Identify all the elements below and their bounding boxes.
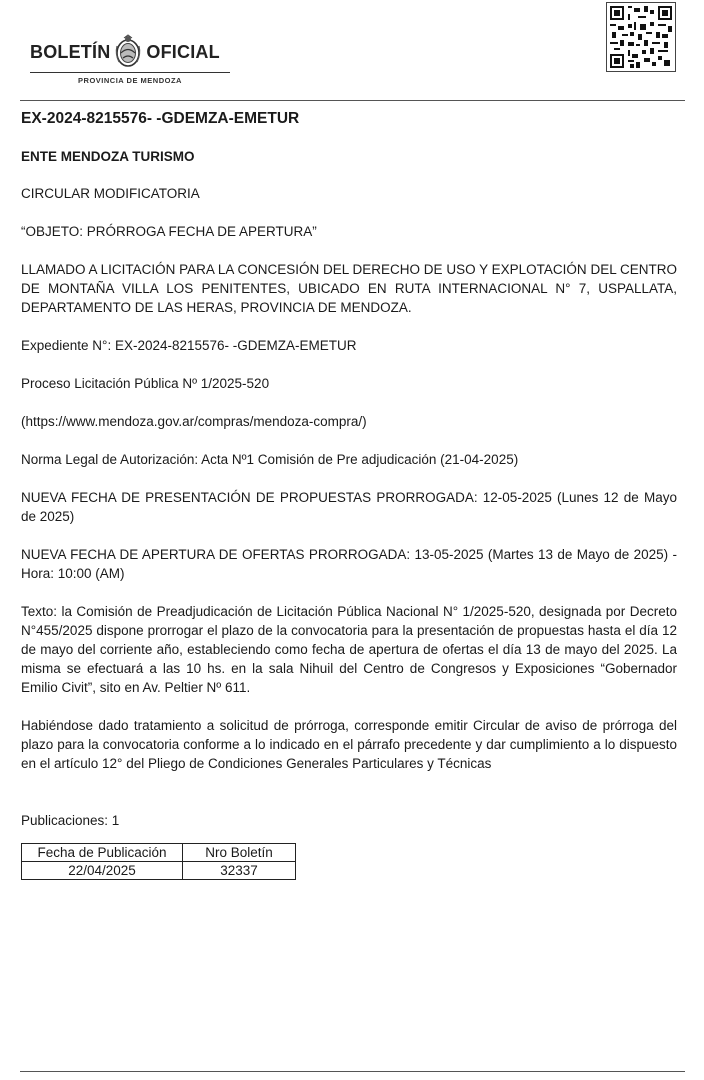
presentation-date-line: NUEVA FECHA DE PRESENTACIÓN DE PROPUESTAS PRORROGADA: 12-05-2025 (Lunes 12 de Mayo de 2025)	[21, 490, 677, 524]
footer-divider	[20, 1071, 685, 1072]
cell-publication-date: 22/04/2025	[22, 862, 183, 880]
logo-subtitle: PROVINCIA DE MENDOZA	[30, 72, 230, 85]
header-publication-date: Fecha de Publicación	[22, 844, 183, 862]
text-paragraph: Texto: la Comisión de Preadjudicación de Licitación Pública Nacional N° 1/2025-520, designada por Decreto N°455/2025 dispone prorrogar el plazo de la convocatoria para la presentación de propuestas hasta el día 12 de mayo del corriente año, estableciendo como fecha de apertura de ofertas el día 13 de mayo del 2025. La misma se efectuará a las 10 hs. en la sala Nihuil del Centro de Congresos y Exposiciones “Gobernador Emilio Civit”, sito en Av. Peltier Nº 611.	[21, 604, 677, 695]
document-type: CIRCULAR MODIFICATORIA	[21, 186, 200, 201]
boletin-oficial-logo	[30, 32, 230, 88]
header-divider	[20, 100, 685, 101]
table-row	[22, 862, 296, 880]
document-header	[0, 0, 704, 100]
table-header-row	[22, 844, 296, 862]
publication-table	[21, 843, 296, 880]
legal-norm-line: Norma Legal de Autorización: Acta Nº1 Comisión de Pre adjudicación (21-04-2025)	[21, 452, 519, 467]
process-line: Proceso Licitación Pública Nº 1/2025-520	[21, 376, 270, 391]
logo-word-boletin: BOLETÍN	[30, 41, 111, 62]
opening-date-line: NUEVA FECHA DE APERTURA DE OFERTAS PRORROGADA: 13-05-2025 (Martes 13 de Mayo de 2025) - Hora: 10:00 (AM)	[21, 547, 677, 581]
publications-count: Publicaciones: 1	[21, 813, 120, 828]
expediente-title: EX-2024-8215576- -GDEMZA-EMETUR	[21, 110, 300, 127]
call-paragraph: LLAMADO A LICITACIÓN PARA LA CONCESIÓN DEL DERECHO DE USO Y EXPLOTACIÓN DEL CENTRO DE MONTAÑA VILLA LOS PENITENTES, UBICADO EN RUTA INTERNACIONAL N° 7, USPALLATA, DEPARTAMENTO DE LAS HERAS, PROVINCIA DE MENDOZA.	[21, 262, 677, 315]
logo-word-oficial: OFICIAL	[146, 41, 220, 62]
provincial-seal-icon	[113, 34, 143, 70]
qr-code	[606, 2, 676, 72]
expediente-line: Expediente N°: EX-2024-8215576- -GDEMZA-EMETUR	[21, 338, 357, 353]
document-body	[21, 109, 677, 880]
header-bulletin-number: Nro Boletín	[183, 844, 296, 862]
cell-bulletin-number: 32337	[183, 862, 296, 880]
qr-code-icon	[610, 6, 672, 68]
purchase-url: (https://www.mendoza.gov.ar/compras/mendoza-compra/)	[21, 414, 367, 429]
second-paragraph: Habiéndose dado tratamiento a solicitud de prórroga, corresponde emitir Circular de aviso de prórroga del plazo para la convocatoria conforme a lo indicado en el párrafo precedente y dar cumplimiento a lo dispuesto en el artículo 12° del Pliego de Condiciones Generales Particulares y Técnicas	[21, 718, 677, 771]
entity-name: ENTE MENDOZA TURISMO	[21, 149, 195, 164]
object-line: “OBJETO: PRÓRROGA FECHA DE APERTURA”	[21, 224, 317, 239]
